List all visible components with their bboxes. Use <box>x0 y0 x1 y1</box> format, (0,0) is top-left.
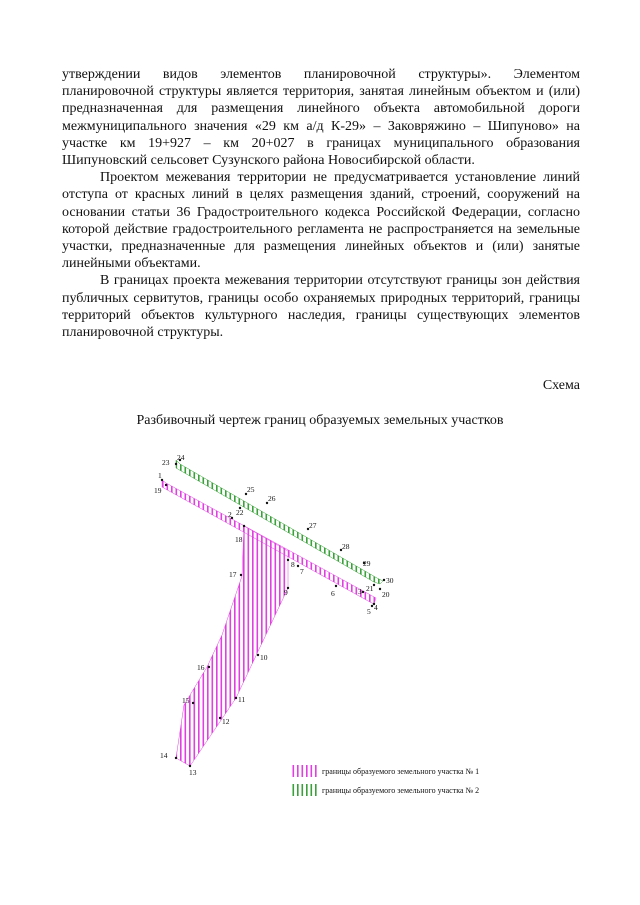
point-label-23: 23 <box>162 458 170 467</box>
point-label-21: 21 <box>366 584 374 593</box>
point-label-26: 26 <box>268 494 276 503</box>
point-label-7: 7 <box>300 567 304 576</box>
legend-label-parcel-1: границы образуемого земельного участка № 1 <box>322 767 480 776</box>
point-label-17: 17 <box>229 570 237 579</box>
point-label-25: 25 <box>247 485 255 494</box>
paragraph-2: Проектом межевания территории не предусматривается установление линий отступа от красных линий в целях размещения зданий, строений, сооружений на основании статьи 36 Градостроительного кодекса Российской Федерации, согласно которой действие градостроительного регламента не распространяется на земельные участки, предназначенные для размещения линейных объектов и (или) занятые линейными объектами. <box>62 170 580 272</box>
point-label-11: 11 <box>238 695 246 704</box>
point-label-24: 24 <box>177 453 185 462</box>
point-label-18: 18 <box>235 535 243 544</box>
point-label-19: 19 <box>154 486 162 495</box>
point-label-5: 5 <box>367 607 371 616</box>
paragraph-3: В границах проекта межевания территории отсутствуют границы зон действия публичных сервитутов, границы особо охраняемых природных территорий, границы территорий объектов культурного наследия, границы существующих элементов планировочной структуры. <box>62 273 580 341</box>
point-label-20: 20 <box>382 590 390 599</box>
legend-swatch-parcel-2 <box>291 784 317 796</box>
point-label-12: 12 <box>222 717 230 726</box>
point-label-13: 13 <box>189 768 197 777</box>
point-label-16: 16 <box>197 663 205 672</box>
paragraph-1: утверждении видов элементов планировочной структуры». Элементом планировочной структуры является территория, занятая линейным объектом и (или) предназначенная для размещения линейного объекта автомобильной дороги межмуниципального значения «29 км а/д К-29» – Заковряжино – Шипуново» на участке км 19+927 – км 20+027 в границах муниципального образования Шипуновский сельсовет Сузунского района Новосибирской области. <box>62 67 580 169</box>
point-label-10: 10 <box>260 653 268 662</box>
legend-label-parcel-2: границы образуемого земельного участка № 2 <box>322 786 480 795</box>
point-label-22: 22 <box>236 508 244 517</box>
legend-swatch-parcel-1 <box>291 765 317 777</box>
point-label-28: 28 <box>342 542 350 551</box>
point-label-4: 4 <box>374 603 378 612</box>
point-label-15: 15 <box>182 696 190 705</box>
point-label-6: 6 <box>331 589 335 598</box>
point-label-27: 27 <box>309 521 317 530</box>
point-label-3: 3 <box>358 587 362 596</box>
point-label-29: 29 <box>363 559 371 568</box>
point-label-14: 14 <box>160 751 168 760</box>
parcel-1-area <box>176 526 288 766</box>
point-label-2: 2 <box>228 510 232 519</box>
point-label-8: 8 <box>291 560 295 569</box>
point-label-1: 1 <box>158 471 162 480</box>
drawing-title: Разбивочный чертеж границ образуемых земельных участков <box>136 413 504 428</box>
point-label-30: 30 <box>386 576 394 585</box>
point-label-9: 9 <box>284 588 288 597</box>
legend <box>291 765 479 796</box>
scheme-label: Схема <box>542 378 580 393</box>
